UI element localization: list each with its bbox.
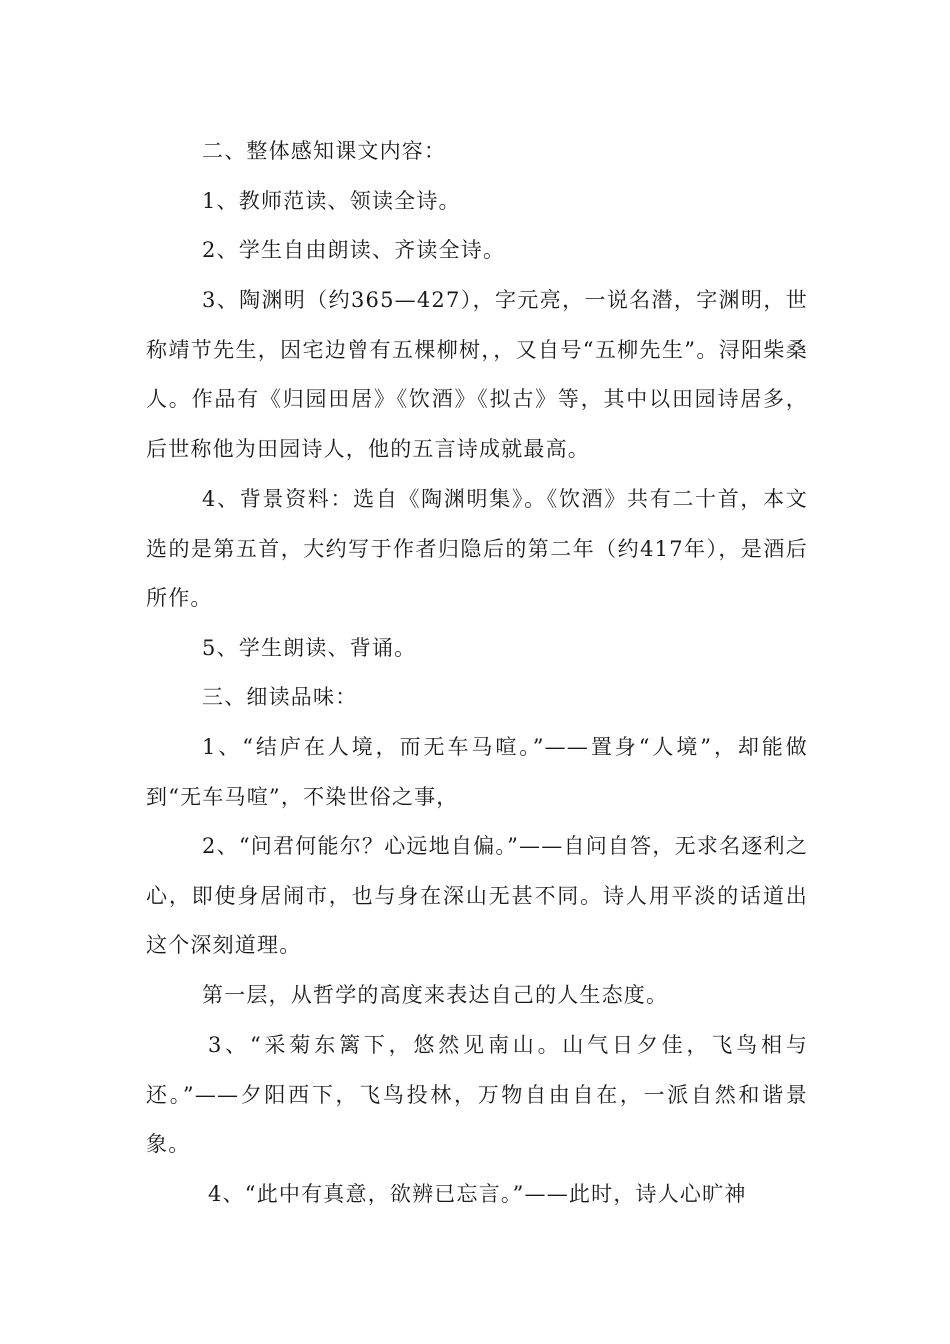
- paragraph-reading-1: 1、“结庐在人境，而无车马喧。”——置身“人境”，却能做到“无车马喧”，不染世俗之事，: [146, 735, 808, 809]
- paragraph-step-5: 5、学生朗读、背诵。: [202, 636, 417, 660]
- section-heading-overall: 二、整体感知课文内容：: [202, 139, 447, 163]
- paragraph-background: 4、背景资料：选自《陶渊明集》。《饮酒》共有二十首，本文选的是第五首，大约写于作者归隐后的第二年（约417年），是酒后所作。: [146, 487, 808, 610]
- paragraph-step-2: 2、学生自由朗读、齐读全诗。: [202, 238, 506, 262]
- paragraph-first-layer: 第一层，从哲学的高度来表达自己的人生态度。: [202, 983, 669, 1007]
- section-heading-close-reading: 三、细读品味：: [202, 685, 358, 709]
- paragraph-reading-2: 2、“问君何能尔？心远地自偏。”——自问自答，无求名逐利之心，即使身居闹市，也与身在深山无甚不同。诗人用平淡的话道出这个深刻道理。: [146, 834, 808, 957]
- paragraph-step-1: 1、教师范读、领读全诗。: [202, 189, 461, 213]
- paragraph-reading-4: 4、“此中有真意，欲辨已忘言。”——此时，诗人心旷神: [208, 1182, 747, 1206]
- paragraph-author-intro: 3、陶渊明（约365—427），字元亮，一说名潜，字渊明，世称靖节先生，因宅边曾有五棵柳树，，又自号“五柳先生”。浔阳柴桑人。作品有《归园田居》《饮酒》《拟古》等，其中以田园诗居多，后世称他为田园诗人，他的五言诗成就最高。: [146, 288, 808, 461]
- paragraph-reading-3: 3、“采菊东篱下，悠然见南山。山气日夕佳，飞鸟相与还。”——夕阳西下，飞鸟投林，万物自由自在，一派自然和谐景象。: [146, 1033, 808, 1156]
